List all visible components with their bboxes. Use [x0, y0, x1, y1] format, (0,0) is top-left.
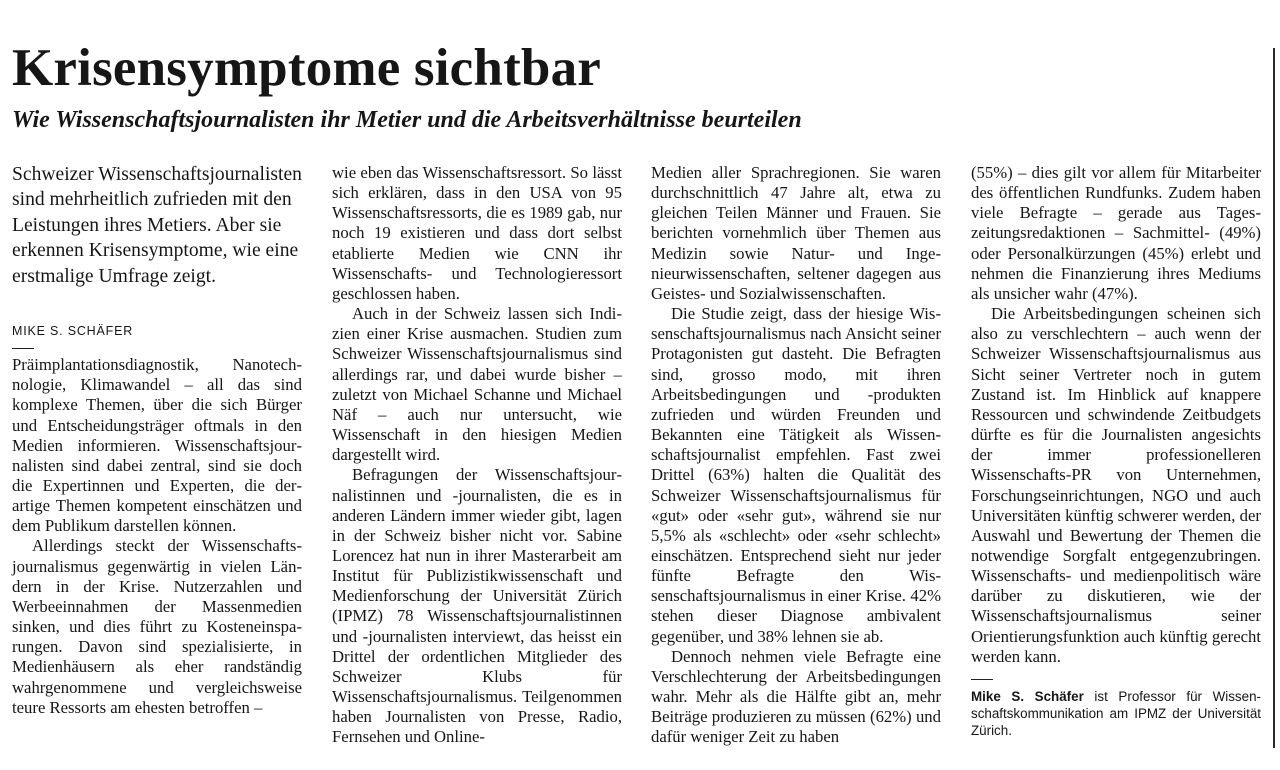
body-paragraph: wie eben das Wissenschaftsressort. So lässt sich erklären, dass in den USA von 95 Wissenschaftsressorts, die es 1989 gab, nur noch 19 existieren und dass dort selbst etablierte Medien wie CNN ihr Wissenschafts- und Technologieressort geschlossen haben.	[332, 163, 622, 303]
column-1	[12, 162, 302, 718]
column-4	[971, 163, 1261, 739]
body-paragraph: Die Arbeitsbedingungen scheinen sich also zu verschlechtern – auch wenn der Schweizer Wissenschaftsjournalismus aus Sicht seiner Vertreter noch in gutem Zustand ist. Im Hinblick auf knappere Ressourcen und schwindende Zeitbudgets dürfte es für die Journalisten angesichts der immer professionelleren Wissenschafts-PR von Unternehmen, Forschungseinrichtungen, NGO und auch Universitäten künftig schwerer werden, der Auswahl und Bewertung der Themen die notwendige Sorgfalt entgegenzubringen. Wissenschafts- und medienpolitisch wäre darüber zu diskutieren, wie der Wissenschaftsjournalismus seiner Orientierungsfunktion auch künftig gerecht werden kann.	[971, 304, 1261, 666]
author-bio	[971, 688, 1261, 739]
bio-name: Mike S. Schäfer	[971, 688, 1084, 704]
author-byline: MIKE S. SCHÄFER	[12, 324, 134, 339]
headline: Krisensymptome sichtbar	[12, 39, 602, 97]
bio-rule	[971, 679, 993, 680]
bio-text: ist Professor für Wissenschaftskommunikation am IPMZ der Universität Zürich.	[971, 688, 1261, 738]
column-2	[332, 163, 622, 748]
byline-rule	[12, 348, 34, 349]
column-3	[651, 163, 941, 748]
body-paragraph: Befragungen der Wissenschaftsjournalistinnen und -journalisten, die es in anderen Ländern immer wieder gibt, lagen in der Schweiz bisher nicht vor. Sabine Lorencez hat nun in ihrer Masterarbeit am Institut für Publizistikwissenschaft und Medienforschung der Universität Zürich (IPMZ) 78 Wissenschaftsjournalistinnen und -journalisten interviewt, das heisst ein Drittel der ordentlichen Mitglieder des Schweizer Klubs für Wissenschaftsjournalismus. Teilgenommen haben Journalisten von Presse, Radio, Fernsehen und Online-	[332, 465, 622, 747]
body-paragraph: Präimplantationsdiagnostik, Nanotechnologie, Klimawandel – all das sind komplexe Themen, über die sich Bürger und Entscheidungsträger oftmals in den Medien informieren. Wissenschaftsjournalisten sind dabei zentral, sind sie doch die Expertinnen und Experten, die derartige Themen kompetent einschätzen und dem Publikum darstellen können.	[12, 355, 302, 536]
body-paragraph: Die Studie zeigt, dass der hiesige Wissenschaftsjournalismus nach Ansicht seiner Protagonisten gut dasteht. Die Befragten sind, grosso modo, mit ihren Arbeitsbedingungen und -produkten zufrieden und würden Freunden und Bekannten eine Tätigkeit als Wissenschaftsjournalist empfehlen. Fast zwei Drittel (63%) halten die Qualität des Schweizer Wissenschaftsjournalismus für «gut» oder «sehr gut», während sie nur 5,5% als «schlecht» oder «sehr schlecht» einschätzen. Entsprechend sieht nur jeder fünfte Befragte den Wissenschaftsjournalismus in einer Krise. 42% stehen dieser Diagnose ambivalent gegenüber, und 38% lehnen sie ab.	[651, 304, 941, 646]
lead-text: Schweizer Wissenschaftsjournalisten sind mehrheitlich zufrieden mit den Leistungen ihres Metiers. Aber sie erkennen Krisensymptome, wie eine erstmalige Umfrage zeigt.	[12, 164, 302, 287]
body-paragraph: Medien aller Sprachregionen. Sie waren durchschnittlich 47 Jahre alt, etwa zu gleichen Teilen Männer und Frauen. Sie berichten vornehmlich über Themen aus Medizin sowie Natur- und Ingenieurwissenschaften, seltener dagegen aus Geistes- und Sozialwissenschaften.	[651, 163, 941, 303]
subtitle: Wie Wissenschaftsjournalisten ihr Metier und die Arbeitsverhältnisse beurteilen	[12, 107, 802, 133]
body-paragraph: (55%) – dies gilt vor allem für Mitarbeiter des öffentlichen Rundfunks. Zudem haben viele Befragte – gerade aus Tageszeitungsredaktionen – Sachmittel- (49%) oder Personalkürzungen (45%) erlebt und nehmen die Finanzierung ihres Mediums als unsicher wahr (47%).	[971, 163, 1261, 303]
page-edge-rule	[1273, 48, 1275, 748]
body-paragraph: Allerdings steckt der Wissenschaftsjournalismus gegenwärtig in vielen Ländern in der Krise. Nutzerzahlen und Werbeeinnahmen der Massenmedien sinken, und dies führt zu Kosteneinsparungen. Davon sind spezialisierte, in Medienhäusern als eher randständig wahrgenommene und vergleichsweise teure Ressorts am ehesten betroffen –	[12, 536, 302, 717]
body-paragraph: Auch in der Schweiz lassen sich Indizien einer Krise ausmachen. Studien zum Schweizer Wissenschaftsjournalismus sind allerdings rar, und dabei wurde bisher – zuletzt von Michael Schanne und Michael Näf – auch nur untersucht, wie Wissenschaft in den hiesigen Medien dargestellt wird.	[332, 304, 622, 465]
body-paragraph: Dennoch nehmen viele Befragte eine Verschlechterung der Arbeitsbedingungen wahr. Mehr als die Hälfte gibt an, mehr Beiträge produzieren zu müssen (62%) und dafür weniger Zeit zu haben	[651, 646, 941, 747]
